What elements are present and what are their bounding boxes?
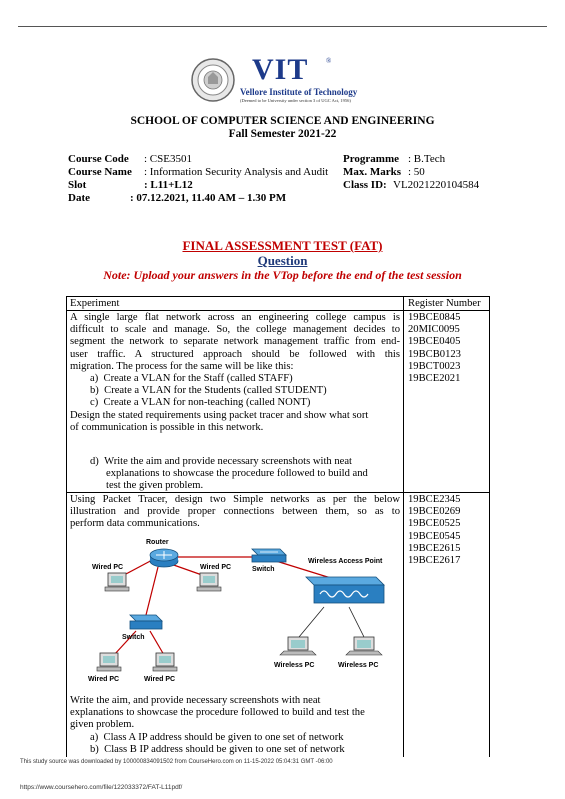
header-register-cell: [403, 296, 490, 311]
diagram-label-wired-pc-b1: Wired PC: [88, 676, 120, 683]
laptop-icon: [280, 637, 316, 655]
row1-para-line: segment the network to separate network management traffic from end-: [70, 336, 400, 348]
row1-item: b) Create a VLAN for the Students (called STUDENT): [90, 385, 327, 397]
course-code-value: : CSE3501: [144, 153, 192, 165]
row2-write-line: Write the aim, and provide necessary screenshots with neat: [70, 695, 321, 706]
row1-para-line: migration. The process for the same will be like this:: [70, 360, 294, 372]
router-icon: [150, 549, 178, 567]
switch-icon: [252, 549, 286, 562]
download-footer: This study source was downloaded by 100000834091502 from CourseHero.com on 11-15-2022 05:04:31 GMT -06:00: [20, 759, 333, 765]
class-id-label: Class ID:: [343, 179, 387, 191]
diagram-label-wired-pc-left: Wired PC: [92, 564, 124, 571]
register-number: 19BCE0845: [408, 312, 461, 323]
course-code-label: Course Code: [68, 153, 129, 165]
vit-seal-icon: [190, 57, 236, 103]
register-number: 19BCT0023: [408, 360, 461, 372]
slot-value: : L11+L12: [144, 179, 193, 191]
row2-item: b) Class B IP address should be given to one set of network: [90, 744, 345, 756]
question-heading: Question: [257, 253, 308, 268]
max-marks-label: Max. Marks: [343, 166, 402, 178]
diagram-label-wireless-pc-2: Wireless PC: [338, 662, 379, 669]
max-marks-value: : 50: [408, 166, 425, 178]
diagram-label-wired-pc-b2: Wired PC: [144, 676, 176, 683]
class-id-value: VL2021220104584: [393, 179, 480, 191]
diagram-label-switch-top: Switch: [252, 566, 275, 573]
row2-para-line: illustration and provide proper connections between them, so as to: [70, 506, 400, 518]
school-name: SCHOOL OF COMPUTER SCIENCE AND ENGINEERING: [130, 115, 435, 127]
register-number: 19BCE2021: [408, 373, 461, 385]
network-diagram: [84, 535, 394, 685]
date-value: : 07.12.2021, 11.40 AM – 1.30 PM: [130, 192, 287, 204]
diagram-label-wap: Wireless Access Point: [308, 558, 383, 565]
laptop-icon: [346, 637, 382, 655]
row2-write-line: given problem.: [70, 719, 135, 731]
deemed-note: (Deemed to be University under section 3 of UGC Act, 1956): [240, 98, 351, 103]
top-rule: [18, 26, 547, 27]
row1-item-d: test the given problem.: [106, 480, 204, 492]
date-label: Date: [68, 192, 90, 204]
register-number: 19BCE0269: [408, 506, 461, 518]
registered-mark: ®: [326, 57, 332, 65]
row1-design-line: Design the stated requirements using packet tracer and show what sort: [70, 410, 369, 421]
wired-pc-icon: [105, 573, 129, 591]
semester: Fall Semester 2021-22: [228, 128, 337, 140]
course-name-value: : Information Security Analysis and Audit: [144, 166, 329, 178]
upload-note: Note: Upload your answers in the VTop before the end of the test session: [103, 268, 462, 282]
diagram-label-switch-bottom: Switch: [122, 634, 145, 641]
register-number: 20MIC0095: [408, 324, 460, 336]
row1-para-line: difficult to scale and manage. So, the college management decides to: [70, 324, 400, 336]
header-experiment: Experiment: [70, 298, 120, 309]
row2-para-line: Using Packet Tracer, design two Simple networks as per the below: [70, 494, 400, 505]
row1-para-line: user traffic. A structured approach should be followed with this: [70, 348, 400, 360]
switch-icon: [130, 615, 162, 629]
register-number: 19BCE2345: [408, 494, 461, 505]
row2-item: a) Class A IP address should be given to one set of network: [90, 732, 344, 743]
fat-title: FINAL ASSESSMENT TEST (FAT): [182, 238, 383, 253]
register-number: 19BCE0545: [408, 530, 461, 542]
register-number: 19BCB0123: [408, 348, 461, 360]
row2-para-line: perform data communications.: [70, 518, 200, 530]
programme-value: : B.Tech: [408, 153, 446, 165]
register-number: 19BCE2617: [408, 555, 461, 567]
diagram-label-router: Router: [146, 539, 169, 546]
institute-name: Vellore Institute of Technology: [240, 87, 358, 97]
register-number: 19BCE0525: [408, 518, 461, 530]
vit-logo: [190, 53, 380, 105]
wired-pc-icon: [197, 573, 221, 591]
wired-pc-icon: [153, 653, 177, 671]
header-register: Register Number: [408, 298, 481, 309]
slot-label: Slot: [68, 179, 87, 191]
row1-para-line: A single large flat network across an engineering college campus is: [70, 312, 400, 323]
source-url[interactable]: https://www.coursehero.com/file/122033372/FAT-L11pdf/: [20, 784, 183, 791]
header-experiment-cell: [66, 296, 404, 311]
wired-pc-icon: [97, 653, 121, 671]
programme-label: Programme: [343, 153, 399, 165]
wireless-access-point-icon: [306, 577, 384, 603]
diagram-label-wired-pc-mid: Wired PC: [200, 564, 232, 571]
row1-item: a) Create a VLAN for the Staff (called STAFF): [90, 373, 293, 384]
row1-item-d: d) Write the aim and provide necessary screenshots with neat: [90, 456, 352, 467]
row1-design-line: of communication is possible in this network.: [70, 422, 264, 434]
diagram-label-wireless-pc-1: Wireless PC: [274, 662, 315, 669]
course-name-label: Course Name: [68, 166, 132, 178]
register-number: 19BCE2615: [408, 542, 461, 554]
vit-wordmark: VIT: [252, 53, 309, 86]
row1-item-d: explanations to showcase the procedure followed to build and: [106, 468, 368, 480]
row2-write-line: explanations to showcase the procedure followed to build and test the: [70, 707, 365, 719]
row1-item: c) Create a VLAN for non-teaching (called NONT): [90, 397, 311, 409]
register-number: 19BCE0405: [408, 336, 461, 348]
